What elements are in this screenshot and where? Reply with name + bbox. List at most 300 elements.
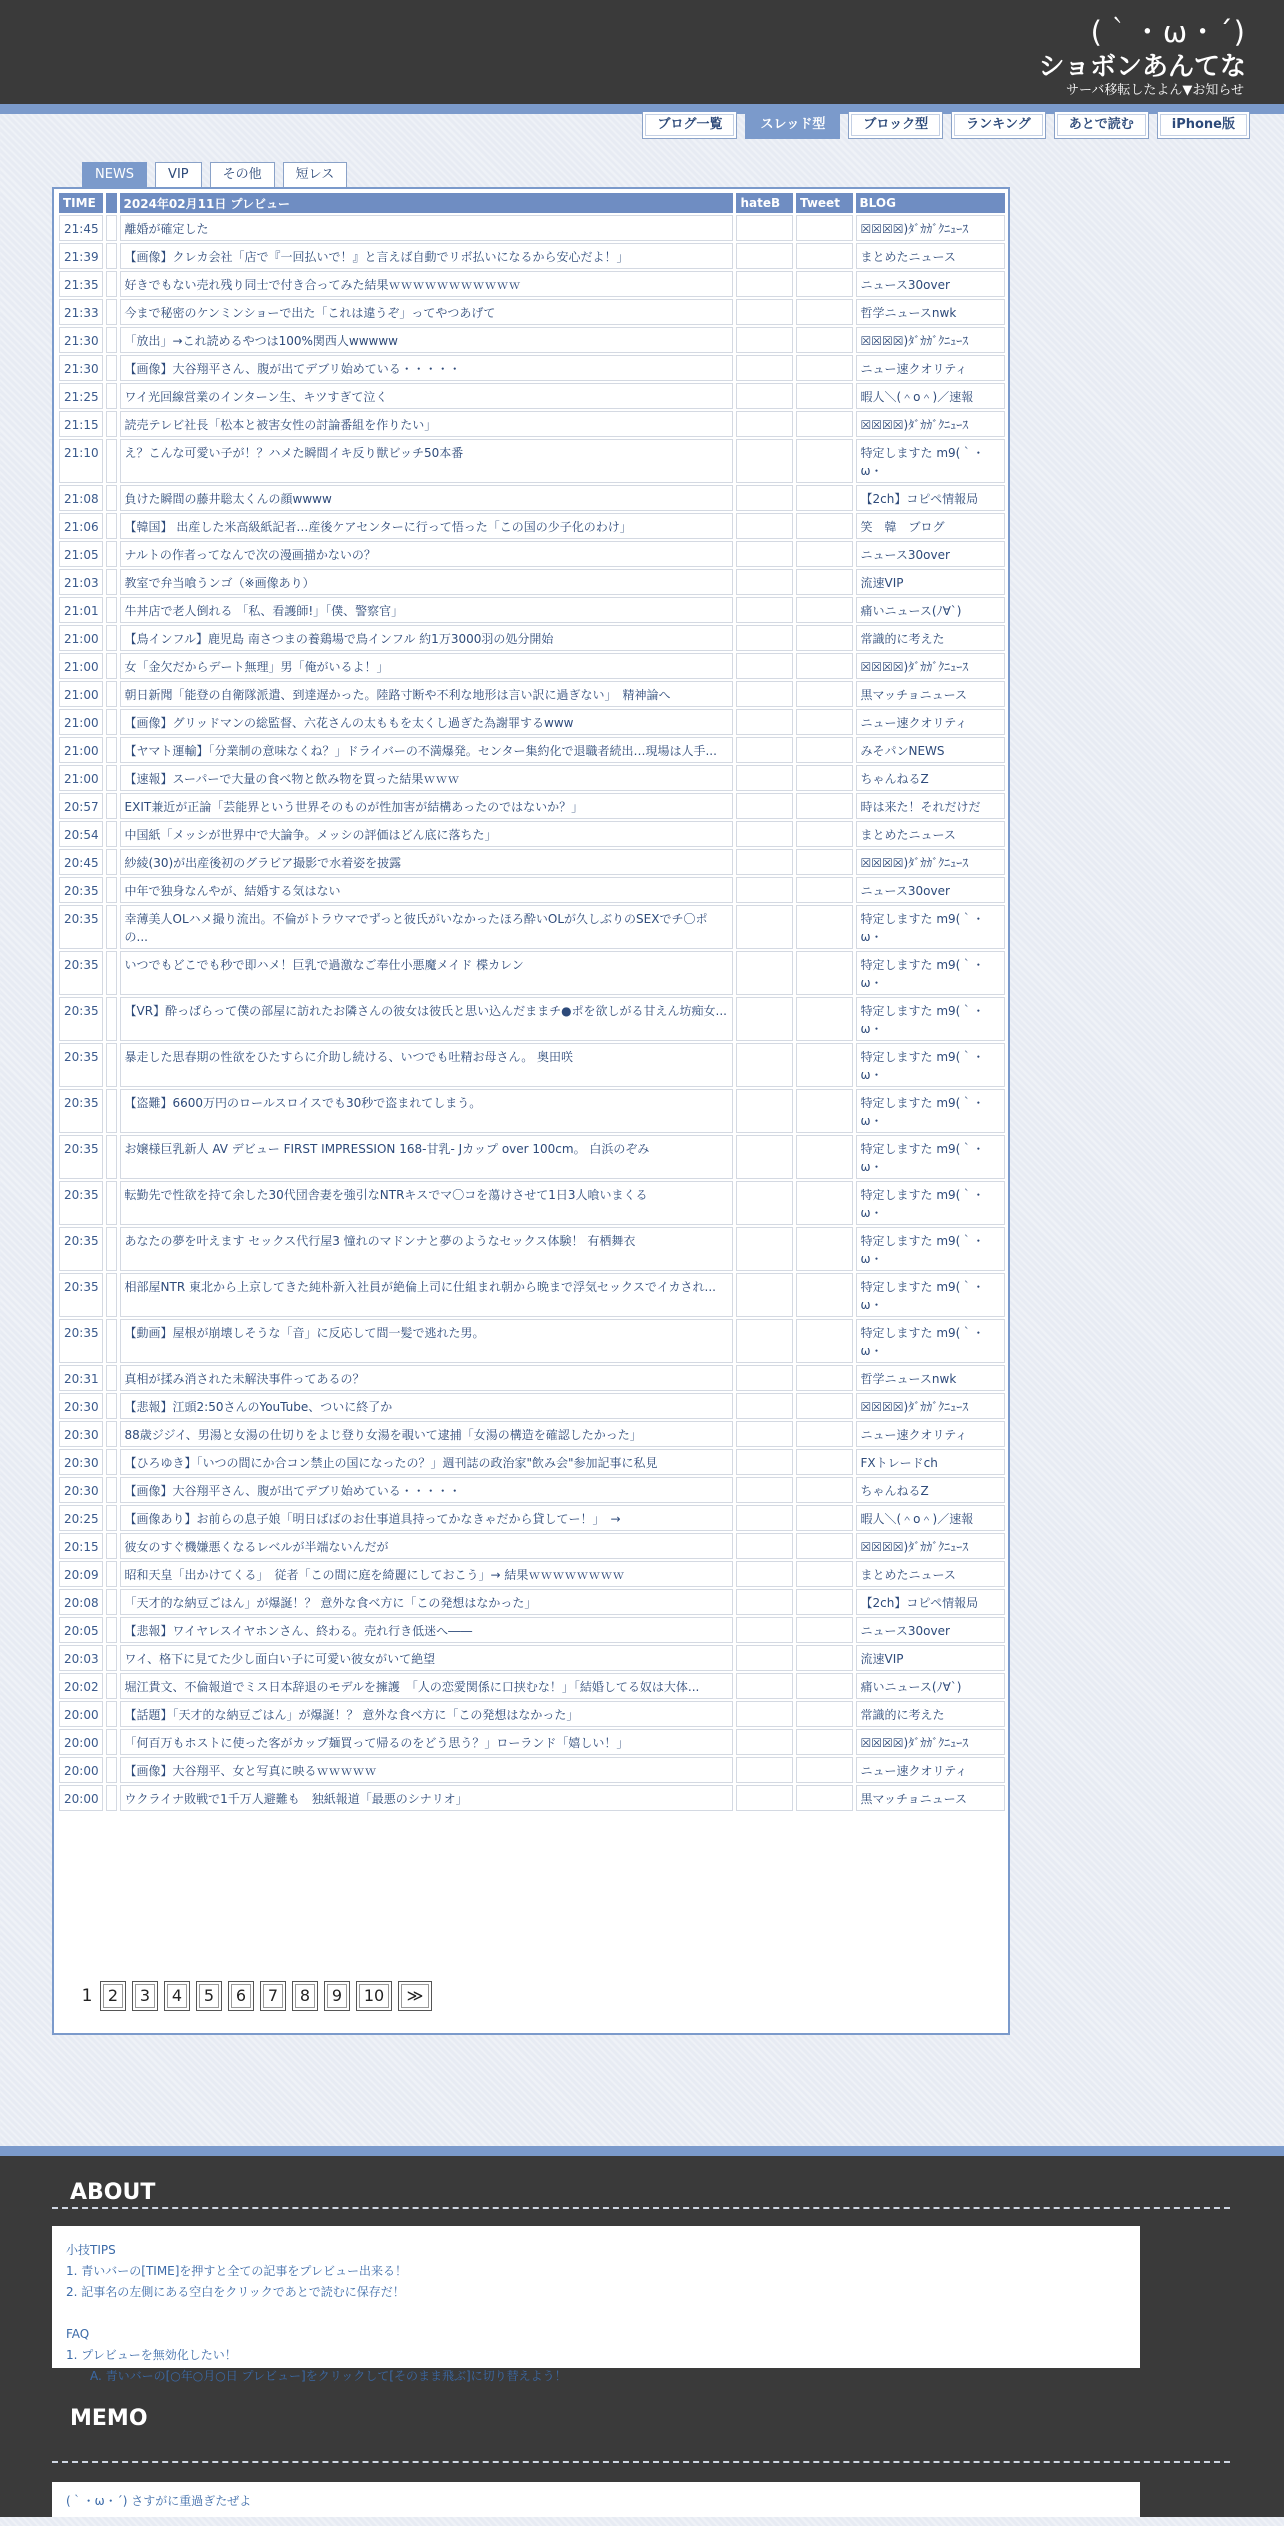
nav-iphone[interactable]: iPhone版 — [1157, 112, 1250, 139]
row-time: 21:01 — [59, 597, 103, 623]
row-tweet — [796, 1181, 853, 1225]
row-title-link[interactable]: 教室で弁当喰うンゴ（※画像あり） — [120, 569, 734, 595]
row-hateb — [736, 541, 793, 567]
row-hateb — [736, 383, 793, 409]
row-title-link[interactable]: 真相が揉み消された未解決事件ってあるの？ — [120, 1365, 734, 1391]
page-link[interactable]: 6 — [228, 1981, 254, 2011]
row-tweet — [796, 681, 853, 707]
blog-column-header: BLOG — [856, 193, 1006, 213]
table-row — [59, 1319, 1005, 1363]
read-later-slot[interactable] — [106, 765, 116, 791]
row-title-link[interactable]: 暴走した思春期の性欲をひたすらに介助し続ける、いつでも吐精お母さん。 奥田咲 — [120, 1043, 734, 1087]
row-hateb — [736, 1227, 793, 1271]
row-hateb — [736, 793, 793, 819]
row-tweet — [796, 653, 853, 679]
row-time: 20:57 — [59, 793, 103, 819]
row-time: 21:00 — [59, 653, 103, 679]
row-title-link[interactable]: 転勤先で性欲を持て余した30代団舎妻を強引なNTRキスでマ〇コを蕩けさせて1日3人喰いまくる — [120, 1181, 734, 1225]
row-tweet — [796, 271, 853, 297]
table-row — [59, 1449, 1005, 1475]
nav-read-later[interactable]: あとで読む — [1054, 112, 1149, 139]
row-title-link[interactable]: 中年で独身なんやが、結婚する気はない — [120, 877, 734, 903]
table-row — [59, 709, 1005, 735]
row-tweet — [796, 355, 853, 381]
read-later-slot[interactable] — [106, 709, 116, 735]
read-later-slot[interactable] — [106, 485, 116, 511]
table-row — [59, 1617, 1005, 1643]
row-blog-link[interactable]: 特定しますた m9(｀・ω・ — [856, 1135, 1006, 1179]
row-tweet — [796, 383, 853, 409]
row-time: 20:00 — [59, 1785, 103, 1811]
row-blog-link[interactable]: まとめたニュース — [856, 243, 1006, 269]
row-title-link[interactable]: 【画像】大谷翔平、女と写真に映るｗｗｗｗｗ — [120, 1757, 734, 1783]
read-later-slot[interactable] — [106, 299, 116, 325]
row-title-link[interactable]: 相部屋NTR 東北から上京してきた純朴新入社員が絶倫上司に仕組まれ朝から晩まで浮気セックスでイカされ... — [120, 1273, 734, 1317]
row-title-link[interactable]: 【動画】屋根が崩壊しそうな「音」に反応して間一髪で逃れた男。 — [120, 1319, 734, 1363]
table-row — [59, 327, 1005, 353]
read-later-slot[interactable] — [106, 1729, 116, 1755]
row-title-link[interactable]: 牛丼店で老人倒れる 「私、看護師!」「僕、警察官」 — [120, 597, 734, 623]
page-link[interactable]: 7 — [260, 1981, 286, 2011]
table-row — [59, 1135, 1005, 1179]
nav-block-view[interactable]: ブロック型 — [848, 112, 943, 139]
row-hateb — [736, 1645, 793, 1671]
row-blog-link[interactable]: 暇人＼(＾o＾)／速報 — [856, 1505, 1006, 1531]
tab-short-res[interactable]: 短レス — [283, 162, 348, 187]
row-tweet — [796, 877, 853, 903]
thread-list-panel — [52, 187, 1010, 2035]
row-time: 20:00 — [59, 1729, 103, 1755]
row-hateb — [736, 1043, 793, 1087]
row-blog-link[interactable]: ☒☒☒☒)ﾀﾞｶｶﾞｸﾆｭｰｽ — [856, 411, 1006, 437]
row-hateb — [736, 485, 793, 511]
row-title-link[interactable]: EXIT兼近が正論「芸能界という世界そのものが性加害が結構あったのではないか？」 — [120, 793, 734, 819]
row-blog-link[interactable]: ニュー速クオリティ — [856, 709, 1006, 735]
row-title-link[interactable]: 「放出」→これ読めるやつは100%関西人wwwww — [120, 327, 734, 353]
site-title[interactable]: ショボンあんてな — [1038, 52, 1246, 82]
row-hateb — [736, 653, 793, 679]
row-title-link[interactable]: 昭和天皇「出かけてくる」 従者「この間に庭を綺麗にしておこう」→ 結果ｗｗｗｗｗｗｗｗ — [120, 1561, 734, 1587]
read-later-slot[interactable] — [106, 597, 116, 623]
read-later-slot[interactable] — [106, 737, 116, 763]
read-later-slot[interactable] — [106, 355, 116, 381]
row-hateb — [736, 1617, 793, 1643]
row-blog-link[interactable]: 特定しますた m9(｀・ω・ — [856, 1181, 1006, 1225]
read-later-slot[interactable] — [106, 793, 116, 819]
row-hateb — [736, 681, 793, 707]
read-later-slot[interactable] — [106, 1181, 116, 1225]
row-title-link[interactable]: ワイ、格下に見てた少し面白い子に可愛い彼女がいて絶望 — [120, 1645, 734, 1671]
row-blog-link[interactable]: ちゃんねるZ — [856, 765, 1006, 791]
row-tweet — [796, 597, 853, 623]
row-time: 20:30 — [59, 1449, 103, 1475]
row-title-link[interactable]: 中国紙「メッシが世界中で大論争。メッシの評価はどん底に落ちた」 — [120, 821, 734, 847]
row-tweet — [796, 849, 853, 875]
row-blog-link[interactable]: 笑 韓 ブログ — [856, 513, 1006, 539]
row-blog-link[interactable]: 黒マッチョニュース — [856, 681, 1006, 707]
row-tweet — [796, 1449, 853, 1475]
row-tweet — [796, 1319, 853, 1363]
table-row — [59, 1645, 1005, 1671]
nav-ranking[interactable]: ランキング — [951, 112, 1046, 139]
row-title-link[interactable]: 【ヤマト運輸】「分業制の意味なくね？」ドライバーの不満爆発。センター集約化で退職者続出…現場は人手... — [120, 737, 734, 763]
row-time: 21:25 — [59, 383, 103, 409]
row-time: 20:15 — [59, 1533, 103, 1559]
row-time: 20:05 — [59, 1617, 103, 1643]
row-hateb — [736, 271, 793, 297]
page-link[interactable]: 2 — [100, 1981, 126, 2011]
read-later-slot[interactable] — [106, 1785, 116, 1811]
tip-line: 2. 記事名の左側にある空白をクリックであとで読むに保存だ！ — [66, 2285, 405, 2299]
row-title-link[interactable]: 【韓国】 出産した米高級紙記者…産後ケアセンターに行って悟った「この国の少子化のわけ」 — [120, 513, 734, 539]
memo-divider — [52, 2461, 1230, 2463]
row-blog-link[interactable]: 痛いニュース(ﾉ∀`) — [856, 1673, 1006, 1699]
row-blog-link[interactable]: ☒☒☒☒)ﾀﾞｶｶﾞｸﾆｭｰｽ — [856, 849, 1006, 875]
row-blog-link[interactable]: ニュース30over — [856, 877, 1006, 903]
read-later-slot[interactable] — [106, 327, 116, 353]
memo-title: MEMO — [70, 2406, 148, 2431]
row-title-link[interactable]: 「何百万もホストに使った客がカップ麺買って帰るのをどう思う？」ローランド「嬉しい！」 — [120, 1729, 734, 1755]
row-hateb — [736, 625, 793, 651]
row-time: 20:35 — [59, 905, 103, 949]
row-hateb — [736, 1505, 793, 1531]
row-title-link[interactable]: ワイ光回線営業のインターン生、キツすぎて泣く — [120, 383, 734, 409]
read-later-slot[interactable] — [106, 215, 116, 241]
page-link[interactable]: 5 — [196, 1981, 222, 2011]
read-later-slot[interactable] — [106, 271, 116, 297]
table-row — [59, 1393, 1005, 1419]
row-title-link[interactable]: 【悲報】ワイヤレスイヤホンさん、終わる。売れ行き低迷へ―― — [120, 1617, 734, 1643]
row-time: 20:00 — [59, 1701, 103, 1727]
row-time: 20:35 — [59, 1089, 103, 1133]
row-tweet — [796, 997, 853, 1041]
read-later-slot[interactable] — [106, 849, 116, 875]
row-hateb — [736, 951, 793, 995]
row-blog-link[interactable]: ニュー速クオリティ — [856, 1757, 1006, 1783]
table-row — [59, 1533, 1005, 1559]
row-blog-link[interactable]: 【2ch】コピペ情報局 — [856, 1589, 1006, 1615]
row-time: 20:30 — [59, 1421, 103, 1447]
row-tweet — [796, 1729, 853, 1755]
row-blog-link[interactable]: ニュー速クオリティ — [856, 1421, 1006, 1447]
table-row — [59, 243, 1005, 269]
row-tweet — [796, 215, 853, 241]
row-title-link[interactable]: 【盗難】6600万円のロールスロイスでも30秒で盗まれてしまう。 — [120, 1089, 734, 1133]
row-title-link[interactable]: 女「金欠だからデート無理」男「俺がいるよ！」 — [120, 653, 734, 679]
read-later-slot[interactable] — [106, 1043, 116, 1087]
row-tweet — [796, 1477, 853, 1503]
row-blog-link[interactable]: みそパンNEWS — [856, 737, 1006, 763]
table-row — [59, 299, 1005, 325]
read-later-slot[interactable] — [106, 951, 116, 995]
row-blog-link[interactable]: 痛いニュース(ﾉ∀`) — [856, 597, 1006, 623]
table-row — [59, 1227, 1005, 1271]
table-row — [59, 271, 1005, 297]
row-tweet — [796, 513, 853, 539]
faq-answer: A. 青いバーの[○年○月○日 プレビュー]をクリックして[そのまま飛ぶ]に切り替えよう！ — [90, 2369, 567, 2383]
page-link[interactable]: 9 — [324, 1981, 350, 2011]
row-blog-link[interactable]: 流速VIP — [856, 569, 1006, 595]
row-title-link[interactable]: 堀江貴文、不倫報道でミス日本辞退のモデルを擁護 「人の恋愛関係に口挟むな！」「結婚してる奴は大体... — [120, 1673, 734, 1699]
nav-blog-list[interactable]: ブログ一覧 — [642, 112, 737, 139]
row-hateb — [736, 877, 793, 903]
row-tweet — [796, 1701, 853, 1727]
read-later-slot[interactable] — [106, 821, 116, 847]
row-blog-link[interactable]: まとめたニュース — [856, 821, 1006, 847]
row-blog-link[interactable]: 哲学ニュースnwk — [856, 299, 1006, 325]
row-time: 20:25 — [59, 1505, 103, 1531]
tab-vip[interactable]: VIP — [155, 162, 202, 187]
row-time: 20:35 — [59, 951, 103, 995]
preview-column-header[interactable]: 2024年02月11日 プレビュー — [120, 193, 734, 213]
read-later-slot[interactable] — [106, 439, 116, 483]
table-row — [59, 513, 1005, 539]
row-time: 21:08 — [59, 485, 103, 511]
read-later-slot[interactable] — [106, 1393, 116, 1419]
row-title-link[interactable]: ウクライナ敗戦で1千万人避難も 独紙報道「最悪のシナリオ」 — [120, 1785, 734, 1811]
row-title-link[interactable]: 【鳥インフル】鹿児島 南さつまの養鶏場で鳥インフル 約1万3000羽の処分開始 — [120, 625, 734, 651]
site-notice-link[interactable]: サーバ移転したよん▼お知らせ — [1066, 83, 1244, 98]
logo-face[interactable]: (｀・ω・´) — [1090, 15, 1246, 49]
row-time: 21:00 — [59, 681, 103, 707]
row-blog-link[interactable]: ☒☒☒☒)ﾀﾞｶｶﾞｸﾆｭｰｽ — [856, 1533, 1006, 1559]
row-hateb — [736, 327, 793, 353]
row-blog-link[interactable]: ☒☒☒☒)ﾀﾞｶｶﾞｸﾆｭｰｽ — [856, 215, 1006, 241]
row-title-link[interactable]: ナルトの作者ってなんで次の漫画描かないの？ — [120, 541, 734, 567]
row-blog-link[interactable]: ☒☒☒☒)ﾀﾞｶｶﾞｸﾆｭｰｽ — [856, 1393, 1006, 1419]
row-time: 21:00 — [59, 625, 103, 651]
row-title-link[interactable]: 【画像】グリッドマンの総監督、六花さんの太ももを太くし過ぎた為謝罪するwww — [120, 709, 734, 735]
read-later-slot[interactable] — [106, 997, 116, 1041]
row-title-link[interactable]: 【画像あり】お前らの息子娘「明日ばばのお仕事道具持ってかなきゃだから貸してー！」 → — [120, 1505, 734, 1531]
row-title-link[interactable]: 【画像】クレカ会社「店で『一回払いで！』と言えば自動でリボ払いになるから安心だよ！」 — [120, 243, 734, 269]
row-blog-link[interactable]: 黒マッチョニュース — [856, 1785, 1006, 1811]
row-hateb — [736, 1319, 793, 1363]
row-blog-link[interactable]: ☒☒☒☒)ﾀﾞｶｶﾞｸﾆｭｰｽ — [856, 327, 1006, 353]
row-title-link[interactable]: いつでもどこでも秒で即ハメ！巨乳で過激なご奉仕小悪魔メイド 楪カレン — [120, 951, 734, 995]
row-hateb — [736, 439, 793, 483]
row-title-link[interactable]: 【速報】スーパーで大量の食べ物と飲み物を買った結果ｗｗｗ — [120, 765, 734, 791]
row-title-link[interactable]: 紗綾(30)が出産後初のグラビア撮影で水着姿を披露 — [120, 849, 734, 875]
row-blog-link[interactable]: ニュー速クオリティ — [856, 355, 1006, 381]
read-later-slot[interactable] — [106, 1477, 116, 1503]
row-blog-link[interactable]: ちゃんねるZ — [856, 1477, 1006, 1503]
row-title-link[interactable]: 【画像】大谷翔平さん、腹が出てデブリ始めている・・・・・ — [120, 1477, 734, 1503]
read-later-slot[interactable] — [106, 653, 116, 679]
table-row — [59, 541, 1005, 567]
row-hateb — [736, 411, 793, 437]
row-blog-link[interactable]: ☒☒☒☒)ﾀﾞｶｶﾞｸﾆｭｰｽ — [856, 1729, 1006, 1755]
read-later-slot[interactable] — [106, 1757, 116, 1783]
row-blog-link[interactable]: 特定しますた m9(｀・ω・ — [856, 951, 1006, 995]
row-hateb — [736, 1729, 793, 1755]
read-later-slot[interactable] — [106, 1227, 116, 1271]
row-time: 21:15 — [59, 411, 103, 437]
about-divider — [52, 2207, 1230, 2209]
read-later-slot[interactable] — [106, 1505, 116, 1531]
table-row — [59, 1757, 1005, 1783]
row-time: 20:08 — [59, 1589, 103, 1615]
row-time: 20:30 — [59, 1393, 103, 1419]
row-blog-link[interactable]: ニュース30over — [856, 271, 1006, 297]
row-tweet — [796, 1617, 853, 1643]
row-hateb — [736, 737, 793, 763]
row-blog-link[interactable]: 常識的に考えた — [856, 1701, 1006, 1727]
read-later-slot[interactable] — [106, 1617, 116, 1643]
row-tweet — [796, 541, 853, 567]
row-time: 21:00 — [59, 709, 103, 735]
read-later-slot[interactable] — [106, 1089, 116, 1133]
read-later-slot[interactable] — [106, 1589, 116, 1615]
row-title-link[interactable]: 【悲報】江頭2:50さんのYouTube、ついに終了か — [120, 1393, 734, 1419]
row-title-link[interactable]: 好きでもない売れ残り同士で付き合ってみた結果ｗｗｗｗｗｗｗｗｗｗｗ — [120, 271, 734, 297]
read-later-slot[interactable] — [106, 1701, 116, 1727]
row-title-link[interactable]: 「天才的な納豆ごはん」が爆誕！？ 意外な食べ方に「この発想はなかった」 — [120, 1589, 734, 1615]
row-tweet — [796, 821, 853, 847]
row-blog-link[interactable]: 哲学ニュースnwk — [856, 1365, 1006, 1391]
hateb-column-header: hateB — [736, 193, 793, 213]
row-hateb — [736, 569, 793, 595]
read-later-slot[interactable] — [106, 1365, 116, 1391]
row-blog-link[interactable]: 特定しますた m9(｀・ω・ — [856, 997, 1006, 1041]
row-blog-link[interactable]: ニュース30over — [856, 1617, 1006, 1643]
row-blog-link[interactable]: 特定しますた m9(｀・ω・ — [856, 1319, 1006, 1363]
row-blog-link[interactable]: 流速VIP — [856, 1645, 1006, 1671]
row-time: 21:39 — [59, 243, 103, 269]
page-link[interactable]: 3 — [132, 1981, 158, 2011]
table-row — [59, 1043, 1005, 1087]
read-later-slot[interactable] — [106, 625, 116, 651]
row-title-link[interactable]: 【VR】酔っぱらって僕の部屋に訪れたお隣さんの彼女は彼氏と思い込んだままチ●ポを欲しがる甘えん坊痴女... — [120, 997, 734, 1041]
read-later-slot[interactable] — [106, 411, 116, 437]
row-tweet — [796, 793, 853, 819]
page-link[interactable]: 8 — [292, 1981, 318, 2011]
row-title-link[interactable]: 【話題】「天才的な納豆ごはん」が爆誕！？ 意外な食べ方に「この発想はなかった」 — [120, 1701, 734, 1727]
table-row — [59, 1701, 1005, 1727]
time-column-header[interactable]: TIME — [59, 193, 103, 213]
page-link[interactable]: 10 — [356, 1981, 392, 2011]
row-tweet — [796, 709, 853, 735]
footer-stripe — [0, 2146, 1284, 2156]
tip-line: 1. 青いバーの[TIME]を押すと全ての記事をプレビュー出来る！ — [66, 2264, 407, 2278]
row-blog-link[interactable]: ☒☒☒☒)ﾀﾞｶｶﾞｸﾆｭｰｽ — [856, 653, 1006, 679]
row-title-link[interactable]: 離婚が確定した — [120, 215, 734, 241]
row-blog-link[interactable]: まとめたニュース — [856, 1561, 1006, 1587]
read-later-slot[interactable] — [106, 1319, 116, 1363]
read-later-slot[interactable] — [106, 383, 116, 409]
table-row — [59, 1505, 1005, 1531]
tweet-column-header: Tweet — [796, 193, 853, 213]
row-title-link[interactable]: 幸薄美人OLハメ撮り流出。不倫がトラウマでずっと彼氏がいなかったほろ酔いOLが久しぶりのSEXでチ〇ポの... — [120, 905, 734, 949]
tips-heading: 小技TIPS — [66, 2243, 116, 2257]
row-blog-link[interactable]: 時は来た！それだけだ — [856, 793, 1006, 819]
read-later-slot[interactable] — [106, 1449, 116, 1475]
row-hateb — [736, 1589, 793, 1615]
row-blog-link[interactable]: FXトレードch — [856, 1449, 1006, 1475]
row-blog-link[interactable]: 特定しますた m9(｀・ω・ — [856, 1227, 1006, 1271]
row-title-link[interactable]: 負けた瞬間の藤井聡太くんの顔wwww — [120, 485, 734, 511]
row-hateb — [736, 1757, 793, 1783]
tab-news[interactable]: NEWS — [82, 162, 147, 187]
row-hateb — [736, 1089, 793, 1133]
row-title-link[interactable]: 今まで秘密のケンミンショーで出た「これは違うぞ」ってやつあげて — [120, 299, 734, 325]
read-later-slot[interactable] — [106, 243, 116, 269]
row-blog-link[interactable]: 特定しますた m9(｀・ω・ — [856, 905, 1006, 949]
read-later-slot[interactable] — [106, 513, 116, 539]
page-link[interactable]: 4 — [164, 1981, 190, 2011]
read-later-slot[interactable] — [106, 877, 116, 903]
row-time: 20:31 — [59, 1365, 103, 1391]
row-title-link[interactable]: 【画像】大谷翔平さん、腹が出てデブリ始めている・・・・・ — [120, 355, 734, 381]
row-hateb — [736, 1273, 793, 1317]
read-later-slot[interactable] — [106, 1645, 116, 1671]
row-hateb — [736, 1533, 793, 1559]
row-tweet — [796, 1273, 853, 1317]
row-time: 21:45 — [59, 215, 103, 241]
table-row — [59, 1785, 1005, 1811]
row-title-link[interactable]: 【ひろゆき】「いつの間にか合コン禁止の国になったの？」週刊誌の政治家"飲み会"参加記事に私見 — [120, 1449, 734, 1475]
read-later-slot[interactable] — [106, 569, 116, 595]
row-blog-link[interactable]: 暇人＼(＾o＾)／速報 — [856, 383, 1006, 409]
row-hateb — [736, 1561, 793, 1587]
row-tweet — [796, 1393, 853, 1419]
tab-other[interactable]: その他 — [210, 162, 275, 187]
read-later-slot[interactable] — [106, 1135, 116, 1179]
table-row — [59, 1421, 1005, 1447]
thread-table — [56, 191, 1008, 1813]
row-title-link[interactable]: お嬢様巨乳新人 AV デビュー FIRST IMPRESSION 168-甘乳- Jカップ over 100cm。 白浜のぞみ — [120, 1135, 734, 1179]
read-later-slot[interactable] — [106, 1273, 116, 1317]
next-page-button[interactable]: ≫ — [398, 1981, 432, 2011]
table-row — [59, 653, 1005, 679]
row-tweet — [796, 1589, 853, 1615]
row-blog-link[interactable]: 【2ch】コピペ情報局 — [856, 485, 1006, 511]
row-blog-link[interactable]: 特定しますた m9(｀・ω・ — [856, 1043, 1006, 1087]
read-later-slot[interactable] — [106, 681, 116, 707]
table-row — [59, 849, 1005, 875]
row-blog-link[interactable]: 常識的に考えた — [856, 625, 1006, 651]
row-blog-link[interactable]: 特定しますた m9(｀・ω・ — [856, 439, 1006, 483]
read-later-slot[interactable] — [106, 1561, 116, 1587]
row-time: 20:35 — [59, 1135, 103, 1179]
row-title-link[interactable]: 彼女のすぐ機嫌悪くなるレベルが半端ないんだが — [120, 1533, 734, 1559]
read-later-slot[interactable] — [106, 905, 116, 949]
read-later-slot[interactable] — [106, 541, 116, 567]
row-tweet — [796, 1673, 853, 1699]
table-row — [59, 681, 1005, 707]
row-title-link[interactable]: 読売テレビ社長「松本と被害女性の討論番組を作りたい」 — [120, 411, 734, 437]
row-title-link[interactable]: 88歳ジジイ、男湯と女湯の仕切りをよじ登り女湯を覗いて逮捕「女湯の構造を確認したかった」 — [120, 1421, 734, 1447]
row-blog-link[interactable]: 特定しますた m9(｀・ω・ — [856, 1273, 1006, 1317]
row-title-link[interactable]: あなたの夢を叶えます セックス代行屋3 憧れのマドンナと夢のようなセックス体験！ 有栖舞衣 — [120, 1227, 734, 1271]
row-time: 20:35 — [59, 1319, 103, 1363]
row-hateb — [736, 765, 793, 791]
table-row — [59, 905, 1005, 949]
spacer — [66, 2303, 1126, 2324]
read-later-slot[interactable] — [106, 1421, 116, 1447]
table-row — [59, 383, 1005, 409]
row-time: 20:30 — [59, 1477, 103, 1503]
row-tweet — [796, 243, 853, 269]
row-title-link[interactable]: え？こんな可愛い子が！？ハメた瞬間イキ反り獣ビッチ50本番 — [120, 439, 734, 483]
row-blog-link[interactable]: 特定しますた m9(｀・ω・ — [856, 1089, 1006, 1133]
row-title-link[interactable]: 朝日新聞「能登の自衛隊派遣、到達遅かった。陸路寸断や不利な地形は言い訳に過ぎない」 精神論へ — [120, 681, 734, 707]
nav-thread-view[interactable]: スレッド型 — [745, 112, 840, 139]
read-later-slot[interactable] — [106, 1533, 116, 1559]
read-later-slot[interactable] — [106, 1673, 116, 1699]
row-blog-link[interactable]: ニュース30over — [856, 541, 1006, 567]
row-tweet — [796, 1365, 853, 1391]
